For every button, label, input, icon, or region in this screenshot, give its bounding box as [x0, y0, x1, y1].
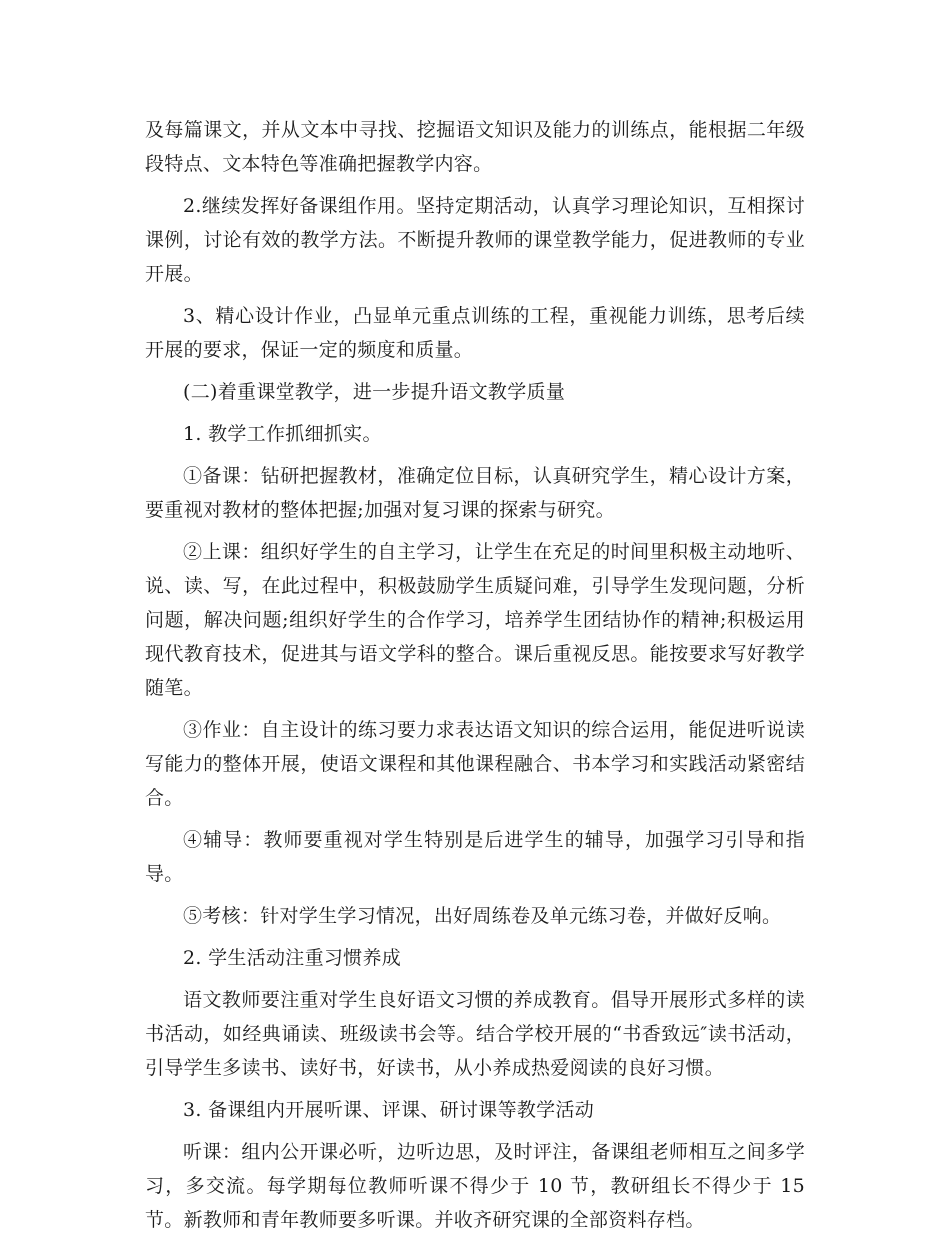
section-heading-2: (二)着重课堂教学，进一步提升语文教学质量 — [183, 381, 566, 403]
paragraph-reading: 语文教师要注重对学生良好语文习惯的养成教育。倡导开展形式多样的读书活动，如经典诵读、班级读书会等。结合学校开展的“书香致远″读书活动，引导学生多读书、读好书，好读书，从小养成热爱阅读的良好习惯。 — [145, 989, 805, 1079]
paragraph-tutoring: ④辅导：教师要重视对学生特别是后进学生的辅导，加强学习引导和指导。 — [145, 829, 805, 885]
paragraph-1: 及每篇课文，并从文本中寻找、挖掘语文知识及能力的训练点，能根据二年级段特点、文本特色等准确把握教学内容。 — [145, 119, 805, 175]
paragraph-2: 2.继续发挥好备课组作用。坚持定期活动，认真学习理论知识，互相探讨课例，讨论有效的教学方法。不断提升教师的课堂教学能力，促进教师的专业开展。 — [145, 195, 805, 285]
subheading-3: 3. 备课组内开展听课、评课、研讨课等教学活动 — [183, 1099, 595, 1121]
paragraph-prep: ①备课：钻研把握教材，准确定位目标，认真研究学生，精心设计方案，要重视对教材的整体把握;加强对复习课的探索与研究。 — [145, 465, 805, 521]
subheading-1: 1. 教学工作抓细抓实。 — [183, 423, 382, 445]
document-body — [145, 113, 805, 1245]
paragraph-homework: ③作业：自主设计的练习要力求表达语文知识的综合运用，能促进听说读写能力的整体开展，使语文课程和其他课程融合、书本学习和实践活动紧密结合。 — [145, 719, 805, 809]
paragraph-listening: 听课：组内公开课必听，边听边思，及时评注，备课组老师相互之间多学习，多交流。每学期每位教师听课不得少于 10 节，教研组长不得少于 15 节。新教师和青年教师要多听课。并收齐研究课的全部资料存档。 — [145, 1141, 805, 1231]
paragraph-assessment: ⑤考核：针对学生学习情况，出好周练卷及单元练习卷，并做好反响。 — [183, 905, 782, 927]
paragraph-3: 3、精心设计作业，凸显单元重点训练的工程，重视能力训练，思考后续开展的要求，保证一定的频度和质量。 — [145, 305, 805, 361]
subheading-2: 2. 学生活动注重习惯养成 — [183, 947, 402, 969]
paragraph-class: ②上课：组织好学生的自主学习，让学生在充足的时间里积极主动地听、说、读、写，在此过程中，积极鼓励学生质疑问难，引导学生发现问题，分析问题，解决问题;组织好学生的合作学习，培养学生团结协作的精神;积极运用现代教育技术，促进其与语文学科的整合。课后重视反思。能按要求写好教学随笔。 — [145, 541, 805, 699]
